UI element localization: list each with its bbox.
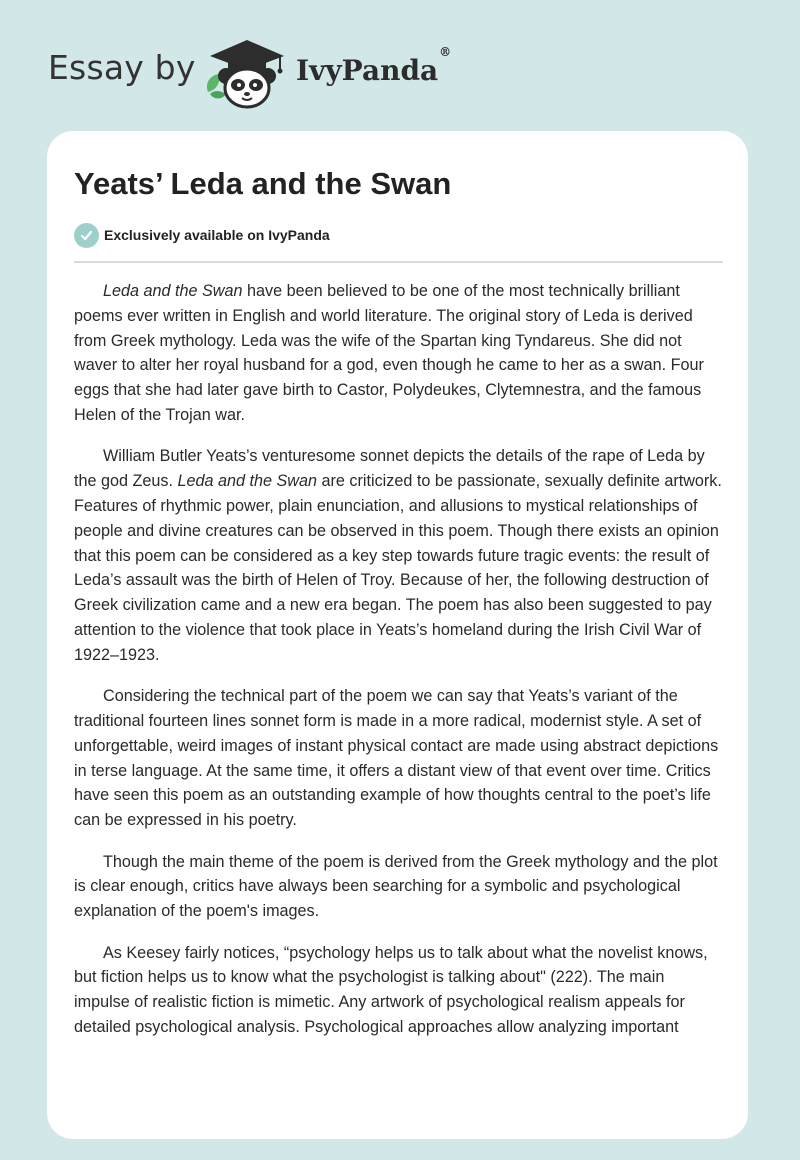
paragraph-3: Considering the technical part of the poem we can say that Yeats’s variant of the traditional fourteen lines sonnet form is made in a more radical, modernist style. A set of unforgettable, weird images of instant physical contact are made using abstract depictions in terse language. At the same time, it offers a distant view of that event over time. Critics have seen this poem as an outstanding example of how thoughts central to the poet’s life can be expressed in his poetry. [74, 687, 719, 830]
badge-label: Exclusively available on IvyPanda [104, 227, 330, 243]
paragraph-5: As Keesey fairly notices, “psychology helps us to talk about what the novelist knows, but fiction helps us to know what the psychologist is talking about" (222). The main impulse of realistic fiction is mimetic. Any artwork of psychological realism appeals for detailed psychological analysis. Psychological approaches allow analyzing important [74, 943, 708, 1036]
essay-body [74, 279, 724, 1056]
essay-card [47, 131, 748, 1139]
paragraph-2: William Butler Yeats’s venturesome sonnet depicts the details of the rape of Leda by the god Zeus. Leda and the Swan are criticized to be passionate, sexually definite artwork. Features of rhythmic power, plain enunciation, and allusions to mystical relationships of people and divine creatures can be observed in this poem. Though there exists an opinion that this poem can be considered as a key step towards future tragic events: the result of Leda’s assault was the birth of Helen of Troy. Because of her, the following destruction of Greek civilization came and a new era began. The poem has also been suggested to pay attention to the violence that took place in Yeats’s homeland during the Irish Civil War of 1922–1923. [74, 447, 722, 664]
panda-logo-icon[interactable] [200, 34, 294, 110]
check-icon [74, 223, 99, 248]
italic-title: Leda and the Swan [177, 472, 318, 491]
page-title: Yeats’ Leda and the Swan [74, 166, 452, 201]
essay-by-label: Essay by [48, 48, 196, 87]
divider [74, 261, 723, 263]
registered-mark: ® [439, 44, 452, 59]
paragraph-1: Leda and the Swan have been believed to be one of the most technically brilliant poems ever written in English and world literature. The original story of Leda is derived from Greek mythology. Leda was the wife of the Spartan king Tyndareus. She did not waver to alter her royal husband for a god, even though he came to her as a swan. Four eggs that she had later gave birth to Castor, Polydeukes, Clytemnestra, and the famous Helen of the Trojan war. [74, 282, 704, 424]
italic-title: Leda and the Swan [103, 282, 243, 300]
paragraph-4: Though the main theme of the poem is derived from the Greek mythology and the plot is clear enough, critics have always been searching for a symbolic and psychological explanation of the poem's images. [74, 852, 718, 921]
brand-name[interactable]: IvyPanda® [296, 44, 452, 87]
site-header [0, 0, 800, 130]
exclusive-badge [74, 222, 330, 248]
